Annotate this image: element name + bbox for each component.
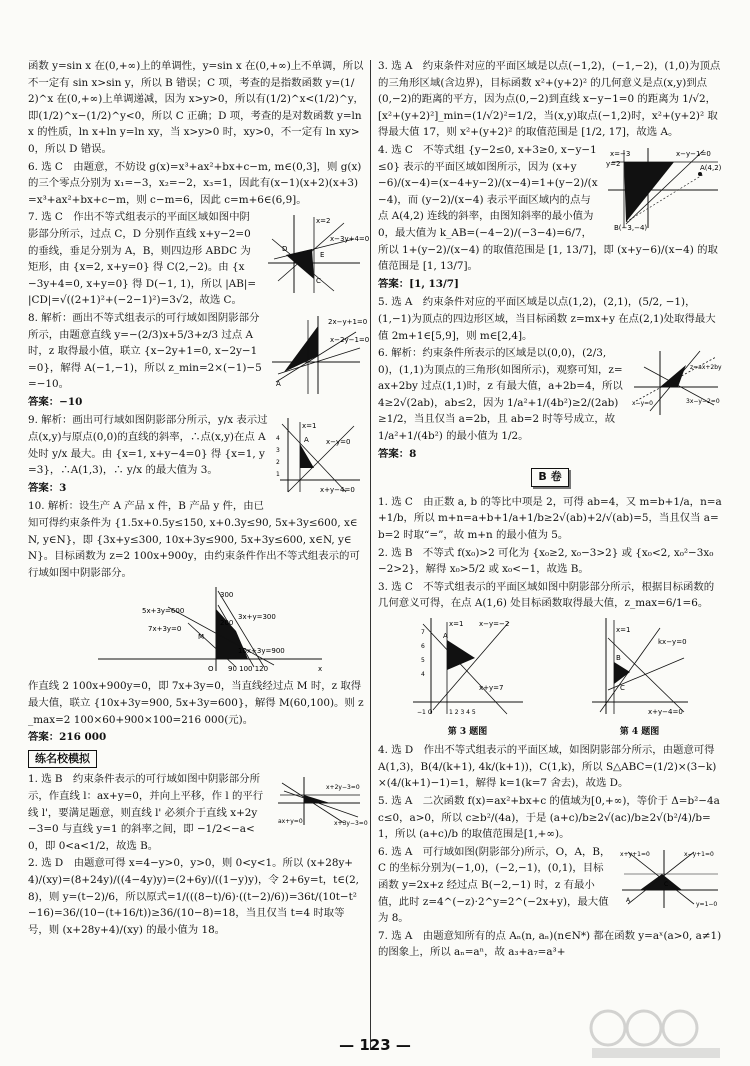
solution-5-continued: 函数 y=sin x 在(0,+∞)上的单调性，y=sin x 在(0,+∞)上不单调，所以不一定有 sin x>sin y，所以 B 错误；C 项，考查的是指数函数 y=(1/2)^x 在(0,+∞)上单调递减，因为 x>y>0，所以有(1/2)^x<(1/2)^y，即(1/2)^x−(1/2)^y<0，所以 C 正确；D 项，考查的是对数函数 y=ln x 的性质，ln x+ln y=ln xy，当 x>y>0 时，xy>0，不一定有 ln xy>0，所以 D 错误。 [28, 60, 364, 155]
b-5: 5. 选 A 二次函数 f(x)=ax²+bx+c 的值域为[0,+∞)，等价于 Δ=b²−4ac≤0，a>0，所以 c≥b²/(4a)，于是 (a+c)/b≥2√(ac)/b≥2√(b²/4)/b=1，所以 (a+c)/b 的取值范围是[1,+∞)。 [378, 794, 720, 841]
answer-10: 答案：216 000 [28, 731, 107, 744]
solution-6: 6. 选 C 由题意，不妨设 g(x)=x³+ax²+bx+c−m, m∈(0,3]，则 g(x) 的三个零点分别为 x₁=−3，x₂=−2，x₃=1，因此有(x−1)(x+2)(x+3)=x³+ax²+bx+c−m，则 c−m=6，因此 c=m+6∈(6,9]。 [28, 160, 362, 206]
page-number: — 123 — [339, 1036, 411, 1054]
answer-8: 答案：−10 [28, 395, 83, 408]
answer-practice-6: 答案：8 [378, 447, 417, 460]
svg-text:−1 O: −1 O [416, 709, 432, 716]
solution-7: 7. 选 C 作出不等式组表示的平面区域如图中阴影部分所示，过点 C，D 分别作直线 x+y−2=0 的垂线，垂足分别为 A，B，则四边形 ABDC 为矩形，由 {x=2, x+y=0} 得 C(2,−2)。由 {x−3y+4=0, x+y=0} 得 D(−1, 1)，所以 |AB|=|CD|=√((2+1)²+(−2−1)²)=3√2，故选 C。 [28, 211, 257, 307]
section-title-b: B 卷 [531, 468, 568, 487]
svg-text:x+y−4=0: x+y−4=0 [320, 486, 355, 495]
svg-text:A: A [276, 379, 281, 388]
figure-q8-region [268, 312, 370, 398]
figure-q9-region [274, 414, 364, 496]
section-title-practice: 练名校模拟 [28, 750, 97, 769]
solution-10-part2: 作直线 2 100x+900y=0，即 7x+3y=0，当直线经过点 M 时，z 取得最大值，联立 {10x+3y=900, 5x+3y=600}，解得 M(60,100)。则 z_max=2 100×60+900×100=216 000(元)。 [28, 680, 364, 726]
caption-b4: 第 4 题图 [619, 726, 660, 737]
svg-text:x: x [318, 665, 323, 674]
svg-text:y=1−0: y=1−0 [696, 900, 718, 908]
solution-9: 9. 解析：画出可行域如图阴影部分所示，y/x 表示过点(x,y)与原点(0,0)的直线的斜率，∴点(x,y)在点 A 处时 y/x 最大。由 {x=1, x+y−4=0} 得 {x=1, y=3}，∴A(1,3)，∴ y/x 的最大值为 3。 [28, 414, 268, 477]
svg-text:A: A [626, 896, 631, 904]
svg-text:7: 7 [420, 629, 425, 636]
svg-text:x=1: x=1 [448, 620, 463, 628]
svg-text:ax+y=0: ax+y=0 [278, 818, 303, 826]
figure-q1-practice [274, 773, 368, 829]
figure-q10-region [78, 583, 328, 675]
practice-5: 5. 选 A 约束条件对应的平面区域是以点(1,2)，(2,1)，(5/2, −1)，(1,−1)为顶点的四边形区域，当目标函数 z=mx+y 在点(2,1)处取得最大值 2m+1∈[5,9]，则 m∈[2,4]。 [378, 296, 716, 342]
figure-b3-region [409, 614, 527, 718]
svg-text:3: 3 [276, 447, 280, 455]
solution-10: 10. 解析：设生产 A 产品 x 件，B 产品 y 件，由已知可得约束条件为 {1.5x+0.5y≤150, x+0.3y≤90, 5x+3y≤600, x∈N, y∈N}，即 {3x+y≤300, 10x+3y≤900, 5x+3y≤600, x∈N, y∈N}。目标函数为 z=2 100x+900y，由约束条件作出不等式组表示的可行域如图中阴影部分。 [28, 500, 360, 579]
svg-text:90 100 120: 90 100 120 [228, 665, 269, 674]
svg-text:B(−3,−4): B(−3,−4) [614, 223, 648, 232]
svg-text:B: B [615, 654, 621, 662]
svg-text:x=1: x=1 [615, 626, 630, 634]
solution-8: 8. 解析：画出不等式组表示的可行域如图阴影部分所示，由题意直线 y=−(2/3)x+5/3+z/3 过点 A 时，z 取得最小值，联立 {x−2y+1=0, x−2y−1=0}，解得 A(−1,−1)，所以 z_min=2×(−1)−5=−10。 [28, 311, 262, 391]
svg-text:1 2 3 4 5: 1 2 3 4 5 [448, 709, 476, 716]
svg-text:6: 6 [420, 643, 425, 650]
svg-text:A: A [304, 436, 309, 445]
svg-text:A(4,2): A(4,2) [700, 163, 722, 172]
svg-text:M: M [198, 633, 205, 642]
figure-b3 [409, 614, 527, 740]
svg-text:x+y−4=0: x+y−4=0 [647, 708, 683, 716]
svg-text:x−2y−1=0: x−2y−1=0 [330, 335, 370, 344]
practice-6: 6. 解析：约束条件所表示的区域是以(0,0)，(2/3, 0)，(1,1)为顶点的三角形(如图所示)，观察可知，z=ax+2by 过点(1,1)时，z 有最大值，a+2b=4，所以 4≥2√(2ab)，ab≤2，因为 1/a²+1/(4b²)≥2/(2ab)≥1/2，当且仅当 a=2b，且 ab=2 时等号成立，故 1/a²+1/(4b²) 的最小值为 1/2。 [378, 347, 623, 443]
figure-b6-region [618, 846, 722, 910]
svg-text:O: O [208, 665, 214, 674]
figure-q6-region [630, 347, 722, 419]
svg-text:C: C [664, 880, 669, 888]
b-4: 4. 选 D 作出不等式组表示的平面区域，如图阴影部分所示，由题意可得 A(1,3)，B(4/(k+1), 4k/(k+1))，C(1,k)，所以 S△ABC=(1/2)×(3−k)×(4/(k+1)−1)=1，解得 k=1(k=7 舍去)，故选 D。 [378, 744, 717, 790]
svg-text:z=ax+2by: z=ax+2by [690, 364, 722, 372]
svg-text:200: 200 [220, 619, 234, 628]
svg-text:5x+3y=600: 5x+3y=600 [142, 607, 185, 616]
svg-text:x−3y+4=0: x−3y+4=0 [330, 235, 370, 244]
practice-2: 2. 选 D 由题意可得 x=4−y>0，y>0，则 0<y<1。所以 (x+28y+4)/(xy)=(8+24y)/((4−4y)y)=(2+6y)/((1−y)y)，令 2+6y=t，t∈(2,8)，则 y=(t−2)/6，所以原式=1/(((8−t)/6)·((t−2)/6))=36t/(10t−t²−16)=36/(10−(t+16/t))≥36/(10−8)=18，当且仅当 t=4 时取等号，则 (x+28y+4)/(xy) 的最小值为 18。 [28, 857, 359, 936]
svg-text:x−y=0: x−y=0 [632, 400, 653, 408]
svg-text:4: 4 [276, 435, 280, 443]
svg-text:2: 2 [276, 459, 280, 467]
practice-3: 3. 选 A 约束条件对应的平面区域是以点(−1,2)，(−1,−2)，(1,0)为顶点的三角形区域(含边界)，目标函数 x²+(y+2)² 的几何意义是点(x,y)到点(0,−2)的距离的平方，因为点(0,−2)到直线 x−y−1=0 的距离为 1/√2，[x²+(y+2)²]_min=(1/√2)²=1/2，当(x,y)取点(−1,2)时，x²+(y+2)² 取得最大值 17，则 x²+(y+2)² 的取值范围是 [1/2, 17]，故选 A。 [378, 60, 721, 139]
svg-text:300: 300 [220, 591, 234, 600]
svg-text:D: D [282, 245, 288, 254]
figure-b4-region [588, 614, 692, 718]
svg-text:C: C [316, 277, 321, 286]
figure-row-b3-b4 [378, 614, 722, 740]
column-divider [370, 60, 371, 1050]
svg-text:x−y−1=0: x−y−1=0 [676, 149, 711, 158]
svg-text:E: E [320, 251, 325, 260]
practice-4: 4. 选 C 不等式组 {y−2≤0, x+3≥0, x−y−1≤0} 表示的平面区域如图所示，因为 (x+y−6)/(x−4)=(x−4+y−2)/(x−4)=1+(y−2)/(x−4)，而 (y−2)/(x−4) 表示平面区域内的点与点 A(4,2) 连线的斜率，由图知斜率的最小值为 0，最大值为 k_AB=(−4−2)/(−3−4)=6/7，所以 1+(y−2)/(x−4) 的取值范围是 [1, 13/7]，即 (x+y−6)/(x−4) 的取值范围是 [1, 13/7]。 [378, 143, 718, 273]
figure-q7-region [264, 211, 370, 297]
practice-1: 1. 选 B 约束条件表示的可行域如图中阴影部分所示，作直线 l：ax+y=0，并向上平移，作 l 的平行线 l'，要满足题意，则直线 l' 必须介于直线 x+2y−3=0 与直线 y=1 的斜率之间，即 −1/2<−a<0，即 0<a<1/2，故选 B。 [28, 773, 264, 852]
svg-text:x+y+1=0: x+y+1=0 [620, 850, 650, 858]
svg-text:kx−y=0: kx−y=0 [657, 638, 687, 646]
svg-text:x+3y−3=0: x+3y−3=0 [334, 820, 368, 828]
svg-text:x−y=−2: x−y=−2 [478, 620, 509, 628]
svg-text:3x+y=300: 3x+y=300 [238, 613, 276, 622]
svg-text:5: 5 [420, 657, 425, 664]
answer-practice-4: 答案：[1, 13/7] [378, 277, 459, 290]
figure-q4-region [604, 144, 722, 232]
svg-text:C: C [619, 684, 625, 692]
b-2: 2. 选 B 不等式 f(x₀)>2 可化为 {x₀≥2, x₀−3>2} 或 {x₀<2, x₀²−3x₀−2>2}，解得 x₀>5/2 或 x₀<−1，故选 B。 [378, 546, 714, 576]
svg-text:x+2y−3=0: x+2y−3=0 [326, 784, 360, 792]
svg-text:1: 1 [276, 471, 280, 479]
svg-text:x−y+1=0: x−y+1=0 [684, 850, 714, 858]
figure-b4 [588, 614, 692, 740]
b-6: 6. 选 A 可行域如图(阴影部分)所示，O，A，B，C 的坐标分别为(−1,0)，(−2,−1)，(0,1)，目标函数 y=2x+z 经过点 B(−2,−1) 时，z 有最小值，此时 z=4^(−z)·2^y=2^(−2x+y)，最大值为 8。 [378, 845, 611, 925]
svg-text:7x+3y=0: 7x+3y=0 [148, 625, 182, 634]
answer-9: 答案：3 [28, 481, 67, 494]
b-1: 1. 选 C 由正数 a, b 的等比中项是 2，可得 ab=4，又 m=b+1/a，n=a+1/b，所以 m+n=a+b+1/a+1/b≥2√(ab)+2/√(ab)=5，当且仅当 a=b=2 时取“=”，故 m+n 的最小值为 5。 [378, 495, 722, 542]
svg-text:x=−3: x=−3 [610, 149, 631, 158]
b-7: 7. 选 A 由题意知所有的点 Aₙ(n, aₙ)(n∈N*) 都在函数 y=aˣ(a>0, a≠1) 的图象上，所以 aₙ=aⁿ，故 a₃+a₇=a³+ [378, 929, 722, 959]
svg-text:10x+3y=900: 10x+3y=900 [238, 647, 285, 656]
svg-text:3x−y−2=0: 3x−y−2=0 [686, 398, 720, 406]
caption-b3: 第 3 题图 [447, 726, 488, 737]
svg-text:x−y=0: x−y=0 [326, 438, 351, 447]
watermark-logo [582, 1006, 732, 1060]
right-column [378, 58, 722, 962]
svg-text:A: A [442, 632, 448, 640]
svg-text:x=2: x=2 [316, 217, 331, 226]
svg-text:x=1: x=1 [302, 422, 317, 431]
svg-text:x+y=7: x+y=7 [478, 684, 503, 692]
svg-text:y=2: y=2 [606, 159, 621, 168]
left-column [28, 58, 370, 939]
svg-text:2x−y+1=0: 2x−y+1=0 [328, 317, 368, 326]
svg-text:4: 4 [420, 671, 425, 678]
b-3: 3. 选 C 不等式组表示的平面区域如图中阴影部分所示，根据目标函数的几何意义可得，在点 A(1,6) 处目标函数取得最大值，z_max=6/1=6。 [378, 580, 715, 610]
